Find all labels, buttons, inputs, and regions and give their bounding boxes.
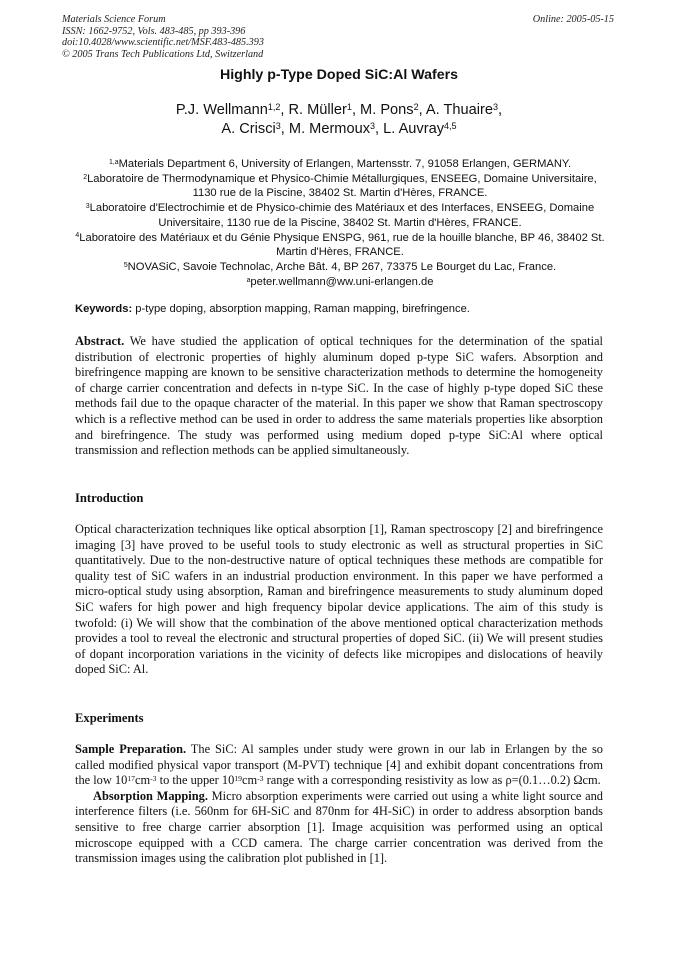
abstract-label: Abstract. (75, 334, 125, 348)
affiliation-sup: 3 (85, 203, 90, 210)
experiments-heading: Experiments (75, 711, 144, 725)
exponent: 17 (127, 773, 135, 783)
author-affil-sup: 3 (275, 120, 281, 131)
doi-line: doi:10.4028/www.scientific.net/MSF.483-485.393 (62, 37, 264, 48)
author-affil-sup: 4,5 (444, 120, 457, 131)
absorption-mapping-paragraph (75, 789, 603, 867)
absorption-mapping-label: Absorption Mapping. (93, 788, 208, 803)
author-name: , L. Auvray (375, 121, 444, 137)
author-name: A. Crisci (221, 121, 276, 137)
sample-text: to the upper 10 (156, 773, 235, 788)
copyright-line: © 2005 Trans Tech Publications Ltd, Switzerland (62, 48, 264, 60)
affiliation-text: Laboratoire d'Electrochimie et de Physico-chimie des Matériaux et des Interfaces, ENSEEG, Domaine Universitaire, 1130 rue de la Piscine, 38402 St. Martin d'Hères, FRANCE. (89, 202, 595, 229)
author-line-1 (0, 101, 678, 120)
email-text: peter.wellmann@ww.uni-erlangen.de (250, 275, 434, 288)
affiliation-item (70, 157, 610, 172)
author-name: , M. Mermoux (280, 121, 370, 137)
keywords-label: Keywords: (75, 303, 133, 315)
affiliation-email (70, 275, 610, 290)
affiliation-item (70, 231, 610, 260)
journal-meta (62, 14, 264, 60)
introduction-body (75, 522, 603, 678)
sample-text: cm (134, 773, 151, 788)
sample-preparation-label: Sample Preparation. (75, 742, 187, 756)
exponent: -3 (150, 773, 157, 783)
author-line-2 (0, 120, 678, 139)
affiliation-text: Laboratoire des Matériaux et du Génie Physique ENSPG, 961, rue de la houille blanche, BP 46, 38402 St. Martin d'Hères, FRANCE. (79, 231, 605, 259)
abstract (75, 334, 603, 459)
exponent: -3 (257, 773, 264, 783)
author-affil-sup: 1,2 (267, 101, 281, 112)
affiliation-sup: a (246, 276, 251, 284)
experiments-body (75, 742, 603, 867)
abstract-text: We have studied the application of optical techniques for the determination of the spatial distribution of electronic properties of highly aluminum doped p-type SiC wafers. Absorption and birefringence mapping are known to be sensitive characterization methods to determine the homogeneity of charge carrier concentration and defects in n-type SiC. In the case of highly p-type doped SiC these methods fail due to the opaque character of the material. In this paper we show that Raman spectroscopy which is a reflective method can be used in order to address the same materials properties like absorption and birefringence. The study was performed using medium doped p-type SiC:Al where optical transmission and reflection methods can be applied simultaneously. (75, 334, 603, 458)
author-name: , R. Müller (280, 102, 347, 118)
author-name: , A. Thuaire (418, 102, 493, 118)
author-affil-sup: 3 (493, 101, 499, 112)
sample-text: The SiC: Al samples under study were grown in our lab in Erlangen by the so called modified physical vapor transport (M-PVT) technique [4] and exhibit dopant concentrations from the low 10 (75, 742, 604, 788)
keywords (75, 303, 605, 315)
affiliation-item (70, 201, 610, 230)
affiliation-text: Laboratoire de Thermodynamique et Physico-Chimie Métallurgiques, ENSEEG, Domaine Universitaire, 1130 rue de la Piscine, 38402 St. Martin d'Hères, FRANCE. (87, 172, 597, 200)
author-affil-sup: 1 (346, 101, 352, 112)
affiliation-sup: 5 (123, 261, 128, 269)
sample-text: range with a corresponding resistivity as low as ρ=(0.1…0.2) Ωcm. (263, 773, 601, 788)
author-list (0, 101, 678, 139)
affiliation-item (70, 172, 610, 201)
sample-text: cm (241, 773, 258, 788)
affiliation-sup: 4 (75, 232, 80, 240)
author-separator: , (498, 102, 503, 118)
affiliation-sup: 1,a (108, 158, 119, 166)
affiliation-text: NOVASiC, Savoie Technolac, Arche Bât. 4, BP 267, 73375 Le Bourget du Lac, France. (127, 260, 557, 273)
affiliation-sup: 2 (83, 173, 88, 181)
absorption-mapping-text: Micro absorption experiments were carried out using a white light source and interference filters (i.e. 560nm for 6H-SiC and 870nm for 4H-SiC) in order to address absorption bands sensitive to free charge carrier absorption [1]. Image acquisition was performed using an optical microscope equipped with a CCD camera. The charge carrier concentration was derived from the transmission images using the calibration plot published in [1]. (75, 788, 603, 866)
affiliation-list (70, 157, 610, 289)
sample-preparation-paragraph (75, 742, 603, 789)
author-name: P.J. Wellmann (175, 102, 268, 118)
online-date: Online: 2005-05-15 (532, 14, 614, 25)
affiliation-item (70, 260, 610, 275)
introduction-heading: Introduction (75, 491, 144, 505)
issn-line: ISSN: 1662-9752, Vols. 483-485, pp 393-396 (62, 25, 246, 37)
introduction-text: Optical characterization techniques like optical absorption [1], Raman spectroscopy [2] and birefringence imaging [3] have proved to be useful tools to study electronic as well as structural properties in SiC quantitatively. Due to the non-destructive nature of optical techniques these methods are compatible for quality test of SiC wafers in an industrial production environment. In this paper we have performed a micro-optical study using absorption, Raman and birefringence measurements to study aluminum doped SiC wafers for high power and high frequency bipolar device applications. The aim of this study is twofold: (i) We will show that the combination of the above mentioned optical characterization methods provides a tool to reveal the electronic and structural properties of doped SiC. (ii) We will present studies of dopant incorporation variations in the vicinity of defects like micropipes and dislocations of heavily doped SiC: Al. (75, 522, 603, 677)
paper-title: Highly p-Type Doped SiC:Al Wafers (219, 67, 459, 83)
journal-name: Materials Science Forum (62, 14, 166, 25)
exponent: 19 (234, 773, 242, 783)
author-affil-sup: 2 (413, 101, 419, 112)
author-name: , M. Pons (351, 102, 414, 118)
keywords-text: p-type doping, absorption mapping, Raman mapping, birefringence. (132, 303, 470, 315)
affiliation-text: Materials Department 6, University of Erlangen, Martensstr. 7, 91058 Erlangen, GERMANY. (118, 158, 572, 170)
author-affil-sup: 3 (370, 120, 376, 131)
